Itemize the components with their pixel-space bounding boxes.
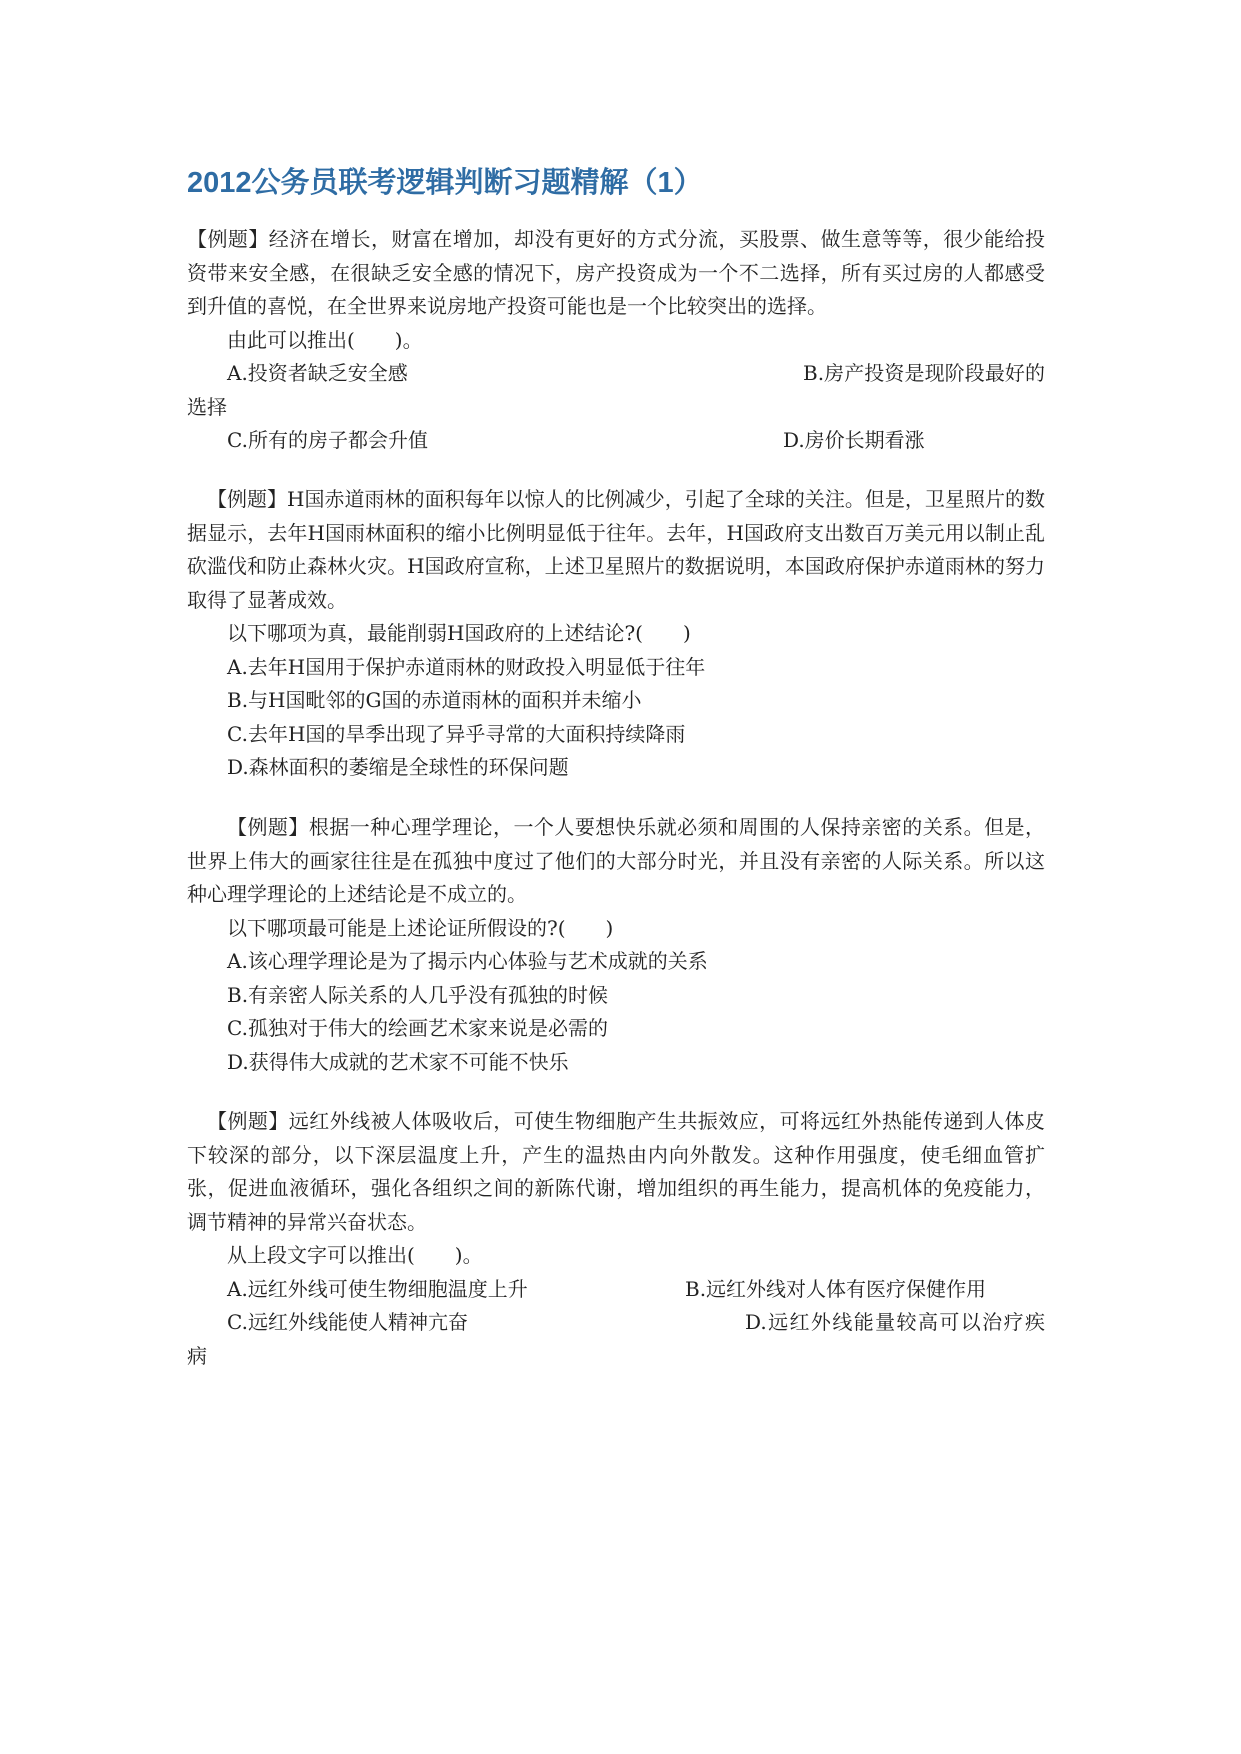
option-row	[187, 424, 1045, 458]
option-row	[187, 1273, 1045, 1307]
question-prompt: 以下哪项为真，最能削弱H国政府的上述结论?( )	[227, 621, 691, 645]
option-d: D.远红外线能量较高可以治疗疾病	[187, 1310, 1045, 1368]
option-a: A.远红外线可使生物细胞温度上升	[227, 1276, 528, 1301]
option-d: D.房价长期看涨	[783, 428, 925, 452]
question-3	[187, 811, 1045, 1079]
option-c: C.孤独对于伟大的绘画艺术家来说是必需的	[227, 1016, 608, 1040]
option-a: A.去年H国用于保护赤道雨林的财政投入明显低于往年	[227, 654, 706, 679]
option-c: C.所有的房子都会升值	[227, 428, 428, 452]
question-4	[187, 1105, 1045, 1373]
option-b: B.远红外线对人体有医疗保健作用	[685, 1276, 987, 1301]
question-prompt: 从上段文字可以推出( )。	[227, 1243, 483, 1267]
option-c: C.远红外线能使人精神亢奋	[227, 1310, 468, 1334]
option-b: B.与H国毗邻的G国的赤道雨林的面积并未缩小	[227, 688, 642, 712]
question-stem: 【例题】H国赤道雨林的面积每年以惊人的比例减少，引起了全球的关注。但是，卫星照片的数据显示，去年H国雨林面积的缩小比例明显低于往年。去年，H国政府支出数百万美元用以制止乱砍滥伐和防止森林火灾。H国政府宣称，上述卫星照片的数据说明，本国政府保护赤道雨林的努力取得了显著成效。	[187, 487, 1045, 612]
question-1	[187, 223, 1045, 458]
option-a: A.投资者缺乏安全感	[227, 361, 408, 385]
question-prompt: 由此可以推出( )。	[227, 327, 423, 352]
option-b: B.有亲密人际关系的人几乎没有孤独的时候	[227, 982, 609, 1007]
option-b: B.房产投资是现阶段最好的选择	[187, 361, 1045, 419]
question-2	[187, 483, 1045, 785]
option-row	[187, 357, 1045, 424]
option-c: C.去年H国的旱季出现了异乎寻常的大面积持续降雨	[227, 721, 686, 746]
document-title: 2012公务员联考逻辑判断习题精解（1）	[187, 167, 703, 199]
option-d: D.森林面积的萎缩是全球性的环保问题	[227, 755, 569, 779]
question-stem: 【例题】根据一种心理学理论，一个人要想快乐就必须和周围的人保持亲密的关系。但是，世界上伟大的画家往往是在孤独中度过了他们的大部分时光，并且没有亲密的人际关系。所以这种心理学理论的上述结论是不成立的。	[187, 815, 1045, 906]
option-row	[187, 1306, 1045, 1373]
option-a: A.该心理学理论是为了揭示内心体验与艺术成就的关系	[227, 949, 708, 973]
option-d: D.获得伟大成就的艺术家不可能不快乐	[227, 1049, 569, 1074]
question-stem: 【例题】远红外线被人体吸收后，可使生物细胞产生共振效应，可将远红外热能传递到人体皮下较深的部分，以下深层温度上升，产生的温热由内向外散发。这种作用强度，使毛细血管扩张，促进血液循环，强化各组织之间的新陈代谢，增加组织的再生能力，提高机体的免疫能力，调节精神的异常兴奋状态。	[187, 1109, 1045, 1234]
question-stem: 【例题】经济在增长，财富在增加，却没有更好的方式分流，买股票、做生意等等，很少能给投资带来安全感，在很缺乏安全感的情况下，房产投资成为一个不二选择，所有买过房的人都感受到升值的喜悦，在全世界来说房地产投资可能也是一个比较突出的选择。	[187, 227, 1045, 318]
question-prompt: 以下哪项最可能是上述论证所假设的?( )	[227, 915, 614, 940]
